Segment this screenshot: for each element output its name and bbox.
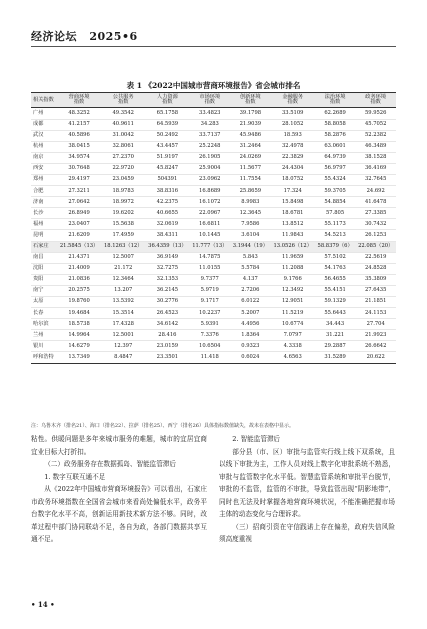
table-cell: 10.1445 — [189, 230, 230, 241]
table-cell: 21.1851 — [355, 297, 396, 308]
table-cell: 31.221 — [315, 330, 356, 341]
table-cell: 10.2237 — [189, 308, 230, 319]
table-cell: 31.0042 — [101, 130, 145, 141]
table-row — [31, 174, 396, 185]
table-cell: 32.7275 — [145, 263, 189, 274]
table-cell: 43.4457 — [145, 141, 189, 152]
table-cell: 13.7349 — [57, 352, 101, 363]
city-name-cell: 济南 — [31, 197, 57, 208]
table-cell: 23.0407 — [57, 219, 101, 230]
city-name-cell: 沈阳 — [31, 263, 57, 274]
table-cell: 18.9783 — [101, 186, 145, 197]
table-row — [31, 119, 396, 130]
table-cell: 30.7432 — [355, 219, 396, 230]
subsection-heading: 2. 智能监管滞后 — [232, 435, 281, 443]
issue-number: 2025•6 — [89, 30, 138, 43]
table-cell: 4.137 — [230, 274, 271, 285]
table-cell: 26.8949 — [57, 208, 101, 219]
table-cell: 11.777（13） — [189, 241, 230, 252]
table-cell: 15.8498 — [271, 197, 315, 208]
city-name-cell: 福州 — [31, 219, 57, 230]
column-header: 市场环境 指数 — [189, 93, 230, 108]
table-cell: 26.1253 — [355, 230, 396, 241]
table-cell: 3.1944（19） — [230, 241, 271, 252]
table-cell: 30.2776 — [145, 297, 189, 308]
table-cell: 65.1758 — [145, 108, 189, 119]
column-header-label: 相关指数 — [31, 93, 57, 108]
table-cell: 40.6655 — [145, 208, 189, 219]
table-cell: 19.8760 — [57, 297, 101, 308]
table-cell: 21.0836 — [57, 274, 101, 285]
table-cell: 38.4311 — [145, 230, 189, 241]
table-cell: 12.3464 — [101, 274, 145, 285]
table-cell: 24.692 — [355, 186, 396, 197]
table-cell: 56.9797 — [315, 163, 356, 174]
table-cell: 32.4978 — [271, 141, 315, 152]
table-cell: 11.5219 — [271, 308, 315, 319]
table-cell: 34.9574 — [57, 152, 101, 163]
table-cell: 29.2887 — [315, 341, 356, 352]
table-cell: 36.9149 — [145, 252, 189, 263]
city-name-cell: 南京 — [31, 152, 57, 163]
table-cell: 12.3645 — [230, 208, 271, 219]
table-row — [31, 141, 396, 152]
table-cell: 55.4324 — [315, 174, 356, 185]
city-name-cell: 西安 — [31, 163, 57, 174]
table-cell: 13.8512 — [271, 219, 315, 230]
table-row — [31, 274, 396, 285]
table-cell: 23.0159 — [145, 341, 189, 352]
table-cell: 48.3252 — [57, 108, 101, 119]
city-name-cell: 长沙 — [31, 208, 57, 219]
city-name-cell: 哈尔滨 — [31, 319, 57, 330]
table-cell: 19.6202 — [101, 208, 145, 219]
table-cell: 41.2157 — [57, 119, 101, 130]
section-heading: （三）招商引资在守信践诺上存在偏差，政府失信风险须高度重视 — [219, 522, 395, 543]
ranking-table — [31, 92, 396, 364]
table-row — [31, 108, 396, 119]
table-cell: 54.5213 — [315, 230, 356, 241]
city-name-cell: 杭州 — [31, 141, 57, 152]
table-cell: 33.4823 — [189, 108, 230, 119]
table-cell: 32.8061 — [101, 141, 145, 152]
table-cell: 54.1763 — [315, 263, 356, 274]
table-cell: 52.2382 — [355, 130, 396, 141]
table-cell: 23.0962 — [189, 174, 230, 185]
table-cell: 25.8659 — [230, 186, 271, 197]
table-cell: 45.9486 — [230, 130, 271, 141]
table-cell: 22.3829 — [271, 152, 315, 163]
table-cell: 58.8379（6） — [315, 241, 356, 252]
header-rule — [31, 46, 396, 47]
table-cell: 21.9039 — [230, 119, 271, 130]
table-cell: 23.3501 — [145, 352, 189, 363]
table-cell: 13.5392 — [101, 297, 145, 308]
table-cell: 11.5677 — [230, 163, 271, 174]
table-cell: 20.622 — [355, 352, 396, 363]
table-row — [31, 197, 396, 208]
table-cell: 39.1798 — [230, 108, 271, 119]
table-cell: 56.4655 — [315, 274, 356, 285]
table-cell: 22.9720 — [101, 163, 145, 174]
table-cell: 27.6435 — [355, 285, 396, 296]
table-cell: 24.1153 — [355, 308, 396, 319]
table-cell: 24.0269 — [230, 152, 271, 163]
table-row — [31, 297, 396, 308]
table-cell: 21.4009 — [57, 263, 101, 274]
table-cell: 18.593 — [271, 130, 315, 141]
table-cell: 4.3338 — [271, 341, 315, 352]
table-cell: 3.6104 — [230, 230, 271, 241]
subsection-heading: 1. 数字互联互通不足 — [44, 472, 106, 481]
page-number: • 14 • — [31, 600, 55, 609]
table-caption: 表 1 《2022中国城市营商环境报告》省会城市排名 — [126, 81, 301, 90]
table-cell: 12.5001 — [101, 330, 145, 341]
table-cell: 51.9197 — [145, 152, 189, 163]
table-cell: 11.7554 — [230, 174, 271, 185]
table-row — [31, 163, 396, 174]
table-cell: 13.207 — [101, 285, 145, 296]
table-cell: 12.3492 — [271, 285, 315, 296]
table-cell: 29.4197 — [57, 174, 101, 185]
table-cell: 64.9739 — [315, 152, 356, 163]
table-cell: 15.5638 — [101, 219, 145, 230]
table-cell: 26.4523 — [145, 308, 189, 319]
table-cell: 27.3385 — [355, 208, 396, 219]
table-cell: 11.2088 — [271, 263, 315, 274]
column-header: 人力资源 指数 — [145, 93, 189, 108]
table-cell: 55.6443 — [315, 308, 356, 319]
table-cell: 0.6024 — [230, 352, 271, 363]
table-cell: 14.6279 — [57, 341, 101, 352]
table-cell: 58.2876 — [315, 130, 356, 141]
table-cell: 34.443 — [315, 319, 356, 330]
table-cell: 27.2370 — [101, 152, 145, 163]
table-cell: 33.7137 — [189, 130, 230, 141]
table-cell: 32.1353 — [145, 274, 189, 285]
table-cell: 16.6811 — [189, 219, 230, 230]
city-name-cell: 呼和浩特 — [31, 352, 57, 363]
table-row — [31, 308, 396, 319]
table-cell: 54.8854 — [315, 197, 356, 208]
table-cell: 10.6774 — [271, 319, 315, 330]
table-cell: 42.2375 — [145, 197, 189, 208]
table-cell: 45.7052 — [355, 119, 396, 130]
table-cell: 27.704 — [355, 319, 396, 330]
table-cell: 19.4684 — [57, 308, 101, 319]
table-row — [31, 230, 396, 241]
table-cell: 11.9659 — [271, 252, 315, 263]
table-cell: 4.6563 — [271, 352, 315, 363]
city-name-cell: 长春 — [31, 308, 57, 319]
city-name-cell: 武汉 — [31, 130, 57, 141]
table-cell: 5.843 — [230, 252, 271, 263]
table-cell: 49.3542 — [101, 108, 145, 119]
table-cell: 18.9972 — [101, 197, 145, 208]
table-row — [31, 341, 396, 352]
table-cell: 15.3514 — [101, 308, 145, 319]
table-cell: 8.4847 — [101, 352, 145, 363]
table-cell: 41.6478 — [355, 197, 396, 208]
table-cell: 9.7377 — [189, 274, 230, 285]
table-note: 注：乌鲁木齐（排名21）、海口（排名22）、拉萨（排名25）、西宁（排名26）具体指标数值缺失，故未在表格中显示。 — [31, 423, 294, 429]
table-cell: 17.4959 — [101, 230, 145, 241]
city-name-cell: 郑州 — [31, 174, 57, 185]
table-cell: 7.0797 — [271, 330, 315, 341]
city-name-cell: 银川 — [31, 341, 57, 352]
paragraph: 粘性。供暖问题是多年来城市服务的难题，城市的宜居宜商宜业目标大打折扣。 — [31, 435, 207, 456]
table-cell: 12.5007 — [101, 252, 145, 263]
table-cell: 32.0619 — [145, 219, 189, 230]
table-cell: 59.9526 — [355, 108, 396, 119]
table-cell: 14.7875 — [189, 252, 230, 263]
table-cell: 35.3809 — [355, 274, 396, 285]
table-cell: 0.9323 — [230, 341, 271, 352]
table-cell: 504391 — [145, 174, 189, 185]
table-cell: 23.0459 — [101, 174, 145, 185]
column-header: 公共服务 指数 — [101, 93, 145, 108]
table-cell: 21.5845（13） — [57, 241, 101, 252]
table-header-row — [31, 93, 396, 108]
city-name-cell: 合肥 — [31, 186, 57, 197]
table-cell: 34.6142 — [145, 319, 189, 330]
table-cell: 30.7648 — [57, 163, 101, 174]
table-cell: 4.4956 — [230, 319, 271, 330]
table-cell: 36.2145 — [145, 285, 189, 296]
table-cell: 21.4371 — [57, 252, 101, 263]
table-cell: 62.2689 — [315, 108, 356, 119]
table-cell: 28.416 — [145, 330, 189, 341]
column-header: 创新环境 指数 — [230, 93, 271, 108]
paragraph: 部分县（市、区）审批与监管实行线上线下双系统，且以线下审批为主，工作人员对线上数字化审批系统不熟悉，审批与监管数字化水平低。智慧监管系统和审批平台脱节，审批的不监管，监管的不审批，导致监管出现“阴影地带”，同时也无法及时掌握各地营商环境状况，不能准确把握市场主体的动态变化与合理诉求。 — [219, 447, 395, 518]
table-cell: 32.7645 — [355, 174, 396, 185]
table-row — [31, 352, 396, 363]
table-cell: 24.8528 — [355, 263, 396, 274]
table-cell: 22.0967 — [189, 208, 230, 219]
table-cell: 1.8364 — [230, 330, 271, 341]
table-row — [31, 285, 396, 296]
table-cell: 9.1766 — [271, 274, 315, 285]
table-cell: 16.1072 — [189, 197, 230, 208]
running-header — [31, 28, 138, 44]
table-cell: 13.0526（12） — [271, 241, 315, 252]
table-cell: 2.7206 — [230, 285, 271, 296]
table-cell: 20.2575 — [57, 285, 101, 296]
table-cell: 34.283 — [189, 119, 230, 130]
table-cell: 12.9051 — [271, 297, 315, 308]
table-cell: 5.9719 — [189, 285, 230, 296]
table-cell: 28.1052 — [271, 119, 315, 130]
table-cell: 16.8689 — [189, 186, 230, 197]
table-cell: 7.3376 — [189, 330, 230, 341]
table-cell: 27.3211 — [57, 186, 101, 197]
table-cell: 38.1528 — [355, 152, 396, 163]
table-row — [31, 241, 396, 252]
table-cell: 14.9964 — [57, 330, 101, 341]
column-header: 营商环境 指数 — [57, 93, 101, 108]
table-row — [31, 186, 396, 197]
column-header: 金融服务 指数 — [271, 93, 315, 108]
table-cell: 10.6504 — [189, 341, 230, 352]
table-cell: 59.3705 — [315, 186, 356, 197]
table-cell: 6.0122 — [230, 297, 271, 308]
table-cell: 11.9843 — [271, 230, 315, 241]
ranking-table-container — [31, 92, 396, 364]
table-cell: 22.085（20） — [355, 241, 396, 252]
table-cell: 31.5289 — [315, 352, 356, 363]
table-cell: 58.8058 — [315, 119, 356, 130]
table-cell: 40.5896 — [57, 130, 101, 141]
table-cell: 64.5939 — [145, 119, 189, 130]
table-cell: 18.6781 — [271, 208, 315, 219]
journal-name: 经济论坛 — [31, 30, 77, 43]
table-cell: 25.2248 — [189, 141, 230, 152]
table-row — [31, 263, 396, 274]
table-row — [31, 208, 396, 219]
table-row — [31, 319, 396, 330]
city-name-cell: 石家庄 — [31, 241, 57, 252]
table-cell: 50.2492 — [145, 130, 189, 141]
city-name-cell: 兰州 — [31, 330, 57, 341]
table-cell: 55.1173 — [315, 219, 356, 230]
table-cell: 21.6209 — [57, 230, 101, 241]
table-body — [31, 108, 396, 363]
city-name-cell: 南宁 — [31, 285, 57, 296]
table-cell: 55.4151 — [315, 285, 356, 296]
table-row — [31, 252, 396, 263]
table-cell: 27.0642 — [57, 197, 101, 208]
table-cell: 57.805 — [315, 208, 356, 219]
paragraph: 从《2022年中国城市营商环境报告》可以看出，石家庄市政务环境指数在全国省会城市来看尚处偏低水平，政务平台数字化水平不高，创新运用新技术新方法不够。同时，改革过程中部门协同联动不足，各自为政，各部门数据共享互通不足。 — [31, 485, 207, 543]
table-cell: 63.0601 — [315, 141, 356, 152]
table-cell: 21.172 — [101, 263, 145, 274]
table-cell: 5.2007 — [230, 308, 271, 319]
table-cell: 21.9923 — [355, 330, 396, 341]
table-cell: 17.4328 — [101, 319, 145, 330]
section-heading: （二）政务服务存在数据孤岛、智能监管滞后 — [44, 460, 177, 468]
right-column — [219, 433, 395, 546]
column-header: 政务环境 指数 — [355, 93, 396, 108]
city-name-cell: 成都 — [31, 119, 57, 130]
city-name-cell: 南昌 — [31, 252, 57, 263]
table-cell: 24.4304 — [271, 163, 315, 174]
table-cell: 59.1329 — [315, 297, 356, 308]
column-header: 法治环境 指数 — [315, 93, 356, 108]
table-cell: 26.1905 — [189, 152, 230, 163]
table-cell: 57.5102 — [315, 252, 356, 263]
table-row — [31, 130, 396, 141]
city-name-cell: 昆明 — [31, 230, 57, 241]
table-cell: 40.9611 — [101, 119, 145, 130]
table-cell: 22.5619 — [355, 252, 396, 263]
table-cell: 8.9983 — [230, 197, 271, 208]
table-cell: 12.397 — [101, 341, 145, 352]
table-cell: 36.4169 — [355, 163, 396, 174]
table-cell: 17.324 — [271, 186, 315, 197]
table-cell: 7.9586 — [230, 219, 271, 230]
city-name-cell: 太原 — [31, 297, 57, 308]
table-cell: 45.8247 — [145, 163, 189, 174]
table-cell: 11.0155 — [189, 263, 230, 274]
table-cell: 38.0415 — [57, 141, 101, 152]
city-name-cell: 广州 — [31, 108, 57, 119]
table-cell: 31.2464 — [230, 141, 271, 152]
table-cell: 11.418 — [189, 352, 230, 363]
table-row — [31, 152, 396, 163]
table-row — [31, 219, 396, 230]
table-cell: 9.1717 — [189, 297, 230, 308]
table-cell: 5.5784 — [230, 263, 271, 274]
table-cell: 38.8316 — [145, 186, 189, 197]
city-name-cell: 贵阳 — [31, 274, 57, 285]
left-column — [31, 433, 207, 546]
table-cell: 25.9004 — [189, 163, 230, 174]
table-cell: 26.6642 — [355, 341, 396, 352]
table-cell: 5.9391 — [189, 319, 230, 330]
table-cell: 18.1263（12） — [101, 241, 145, 252]
table-cell: 18.0752 — [271, 174, 315, 185]
table-cell: 33.5109 — [271, 108, 315, 119]
table-cell: 36.4359（13） — [145, 241, 189, 252]
table-row — [31, 330, 396, 341]
table-cell: 18.5738 — [57, 319, 101, 330]
table-cell: 46.3489 — [355, 141, 396, 152]
